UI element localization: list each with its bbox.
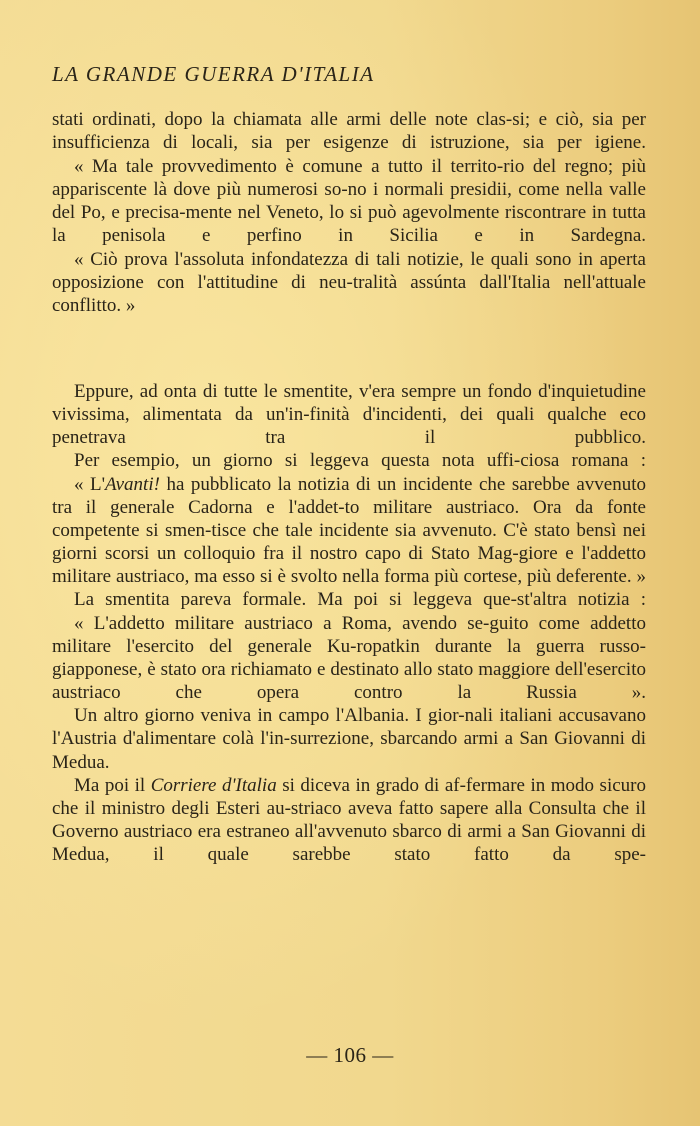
paragraph-text: ha pubblicato la notizia di un incidente che sarebbe avvenuto tra il generale Cadorna e l'addet-to militare austriaco. Ora da fonte competente si smen-tisce che tale incidente sia avvenuto. C'è stato bensì nei giorni scorsi un colloquio fra il nostro capo di Stato Mag-giore e l'addetto militare austriaco, ma esso si è svolto nella forma più cortese, più deferente. » <box>52 473 647 588</box>
paragraph <box>52 774 646 867</box>
paragraph-text: Ma poi il <box>74 774 151 796</box>
paragraph: Un altro giorno veniva in campo l'Albania. I gior-nali italiani accusavano l'Austria d'alimentare colà l'in-surrezione, sbarcando armi a San Giovanni di Medua. <box>52 705 646 773</box>
paragraph: « L'addetto militare austriaco a Roma, avendo se-guito come addetto militare l'esercito del generale Ku-ropatkin durante la guerra russo-giapponese, è stato ora richiamato e destinato allo stato maggiore dell'esercito austriaco che opera contro la Russia ». <box>52 612 646 704</box>
paragraph: La smentita pareva formale. Ma poi si leggeva que-st'altra notizia : <box>74 589 646 611</box>
paragraph: « Ma tale provvedimento è comune a tutto il territo-rio del regno; più appariscente là dove più numerosi so-no i normali presidii, come nella valle del Po, e precisa-mente nel Veneto, lo si può agevolmente riscontrare in tutta la penisola e perfino in Sicilia e in Sardegna. <box>52 155 646 247</box>
paragraph: stati ordinati, dopo la chiamata alle armi delle note clas-si; e ciò, sia per insufficienza di locali, sia per esigenze di istruzione, sia per igiene. <box>52 109 646 154</box>
text-block-main <box>52 380 646 866</box>
paragraph: Eppure, ad onta di tutte le smentite, v'era sempre un fondo d'inquietudine vivissima, alimentata da un'in-finità d'incidenti, dei quali qualche eco penetrava tra il pubblico. <box>52 381 646 449</box>
newspaper-title: Corriere d'Italia <box>150 774 277 796</box>
page-number: — 106 — <box>306 1043 394 1067</box>
text-block-top <box>52 108 646 318</box>
paragraph: Per esempio, un giorno si leggeva questa nota uffi-ciosa romana : <box>74 450 646 472</box>
paragraph <box>52 473 646 589</box>
newspaper-title: Avanti! <box>105 473 160 495</box>
paragraph-text: « L' <box>74 473 106 495</box>
paragraph-text: si diceva in grado di af-fermare in modo sicuro che il ministro degli Esteri au-striaco aveva fatto sapere alla Consulta che il Governo austriaco era estraneo all'avvenuto sbarco di armi a San Giovanni di Medua, il quale sarebbe stato fatto da spe- <box>52 774 646 866</box>
paragraph: « Ciò prova l'assoluta infondatezza di tali notizie, le quali sono in aperta opposizione con l'attitudine di neu-tralità assúnta dall'Italia nell'attuale conflitto. » <box>52 248 646 317</box>
running-head: LA GRANDE GUERRA D'ITALIA <box>52 62 375 86</box>
